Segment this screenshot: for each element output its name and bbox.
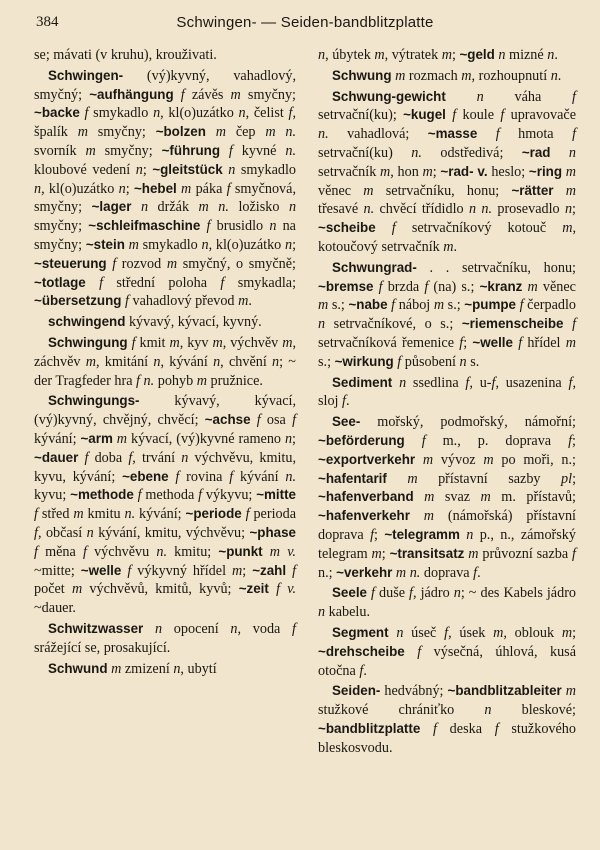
left_column-entry: schwingend kývavý, kývací, kyvný.	[48, 314, 262, 331]
right_column-entry: Schwung m rozmach m, rozhoupnutí n.	[332, 67, 562, 84]
left_column-entry: se; mávati (v kruhu), krouživati.	[34, 47, 217, 63]
right-column	[318, 46, 576, 759]
right_column-entry: See- mořský, podmořský, námořní; ~beförderung f m., p. doprava f; ~exportverkehr m vývoz m po moři, n.; ~hafentarif m přístavní sazby pl; ~hafenverband m svaz m m. přístavů; ~hafenverkehr m (námořská) přístavní doprava f; ~telegramm n p., n., zámořský telegram m; ~transitsatz m průvozní sazba f n.; ~verkehr m n. doprava f.	[318, 414, 577, 581]
left-column	[34, 46, 296, 759]
columns	[34, 46, 576, 759]
right_column-entry: Segment n úseč f, úsek m, oblouk m; ~drehscheibe f výsečná, úhlová, kusá otočna f.	[318, 624, 577, 679]
right_column-entry: Sediment n ssedlina f, u-f, usazenina f, sloj f.	[318, 374, 576, 410]
page-header	[34, 10, 576, 38]
left_column-entry: Schwingungs- kývavý, kývací, (vý)kyvný, chvějný, chvěcí; ~achse f osa f kývání; ~arm m kývací, (vý)kyvné rameno n; ~dauer f doba f, trvání n výchvěvu, kmitu, kyvu, kývání; ~ebene f rovina f kývání n. kyvu; ~methode f methoda f výkyvu; ~mitte f střed m kmitu n. kývání; ~periode f perioda f, občasí n kývání, kmitu, výchvěvu; ~phase f měna f výchvěvu n. kmitu; ~punkt m v. ~mitte; ~welle f výkyvný hřídel m; ~zahl f počet m výchvěvů, kmitů, kyvů; ~zeit f v. ~dauer.	[34, 393, 297, 617]
page-number: 384	[36, 14, 59, 30]
running-head: Schwingen- — Seiden-bandblitzplatte	[176, 14, 434, 31]
left_column-entry: Schwingen- (vý)kyvný, vahadlový, smyčný; ~aufhängung f závěs m smyčny; ~backe f smykadlo n, kl(o)uzátko n, čelist f, špalík m smyčny; ~bolzen m čep m n. svorník m smyčny; ~führung f kyvné n. kloubové vedení n; ~gleitstück n smykadlo n, kl(o)uzátko n; ~hebel m páka f smyčnová, smyčny; ~lager n držák m n. ložisko n smyčny; ~schleifmaschine f brusidlo n na smyčny; ~stein m smykadlo n, kl(o)uzátko n; ~steuerung f rozvod m smyčný, o smyčně; ~totlage f střední poloha f smykadla; ~übersetzung f vahadlový převod m.	[34, 67, 297, 310]
right_column-entry: n, úbytek m, výtratek m; ~geld n mizné n.	[318, 47, 558, 63]
left_column-entry: Schwitzwasser n opocení n, voda f srážející se, prosakující.	[34, 620, 296, 656]
right_column-entry: Seele f duše f, jádro n; ~ des Kabels jádro n kabelu.	[318, 585, 577, 621]
left_column-entry: Schwingung f kmit m, kyv m, výchvěv m, záchvěv m, kmitání n, kývání n, chvění n; ~ der Tragfeder hra f n. pohyb m pružnice.	[34, 334, 297, 389]
left_column-entry: Schwund m zmizení n, ubytí	[48, 660, 217, 677]
right_column-entry: Seiden- hedvábný; ~bandblitzableiter m stužkové chrániťko n bleskové; ~bandblitzplatte f deska f stužkového bleskosvodu.	[318, 683, 576, 756]
right_column-entry: Schwung-gewicht n váha f setrvační(ku); ~kugel f koule f upravovače n. vahadlová; ~masse f hmota f setrvační(ku) n. odstředivá; ~rad n setrvačník m, hon m; ~rad- v. heslo; ~ring m věnec m setrvačníku, honu; ~rätter m třesavé n. chvěcí třídidlo n n. prosevadlo n; ~scheibe f setrvačníkový kotouč m, kotoučový setrvačník m.	[318, 88, 577, 255]
right_column-entry: Schwungrad- . . setrvačníku, honu; ~bremse f brzda f (na) s.; ~kranz m věnec m s.; ~nabe f náboj m s.; ~pumpe f čerpadlo n setrvačníkové, o s.; ~riemenscheibe f setrvačníková řemenice f; ~welle f hřídel m s.; ~wirkung f působení n s.	[318, 259, 577, 370]
